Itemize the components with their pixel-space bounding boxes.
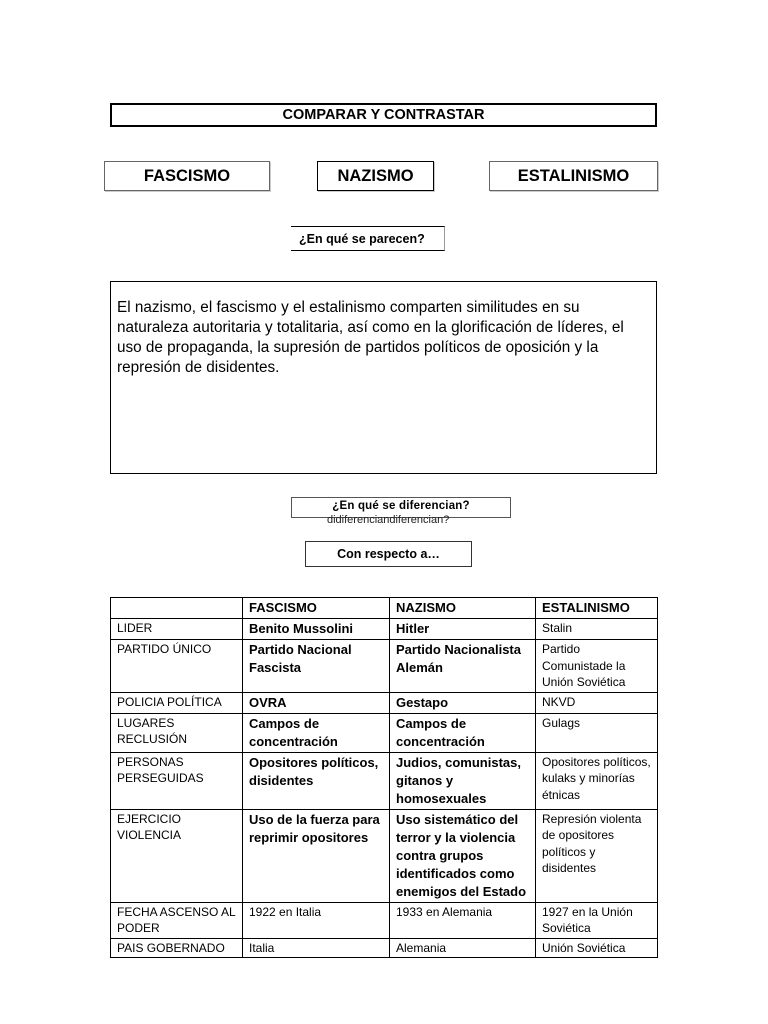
cell-estalinismo: Unión Soviética: [536, 938, 658, 958]
question-differences: ¿En qué se diferencian?: [291, 497, 511, 518]
cell-fascismo: Opositores políticos, disidentes: [243, 752, 390, 809]
table-header-cell: ESTALINISMO: [536, 598, 658, 619]
cell-estalinismo: NKVD: [536, 692, 658, 713]
cell-nazismo: Partido Nacionalista Alemán: [390, 640, 536, 693]
question-similarities: ¿En qué se parecen?: [291, 226, 445, 251]
cell-nazismo: Hitler: [390, 619, 536, 640]
header-nazismo: NAZISMO: [317, 161, 434, 191]
cell-nazismo: Gestapo: [390, 692, 536, 713]
comparison-table: [110, 597, 658, 958]
row-label: PARTIDO ÚNICO: [111, 640, 243, 693]
row-label: LUGARES RECLUSIÓN: [111, 713, 243, 752]
header-fascismo: FASCISMO: [104, 161, 270, 191]
cell-estalinismo: 1927 en la Unión Soviética: [536, 902, 658, 938]
cell-fascismo: OVRA: [243, 692, 390, 713]
cell-nazismo: Uso sistemático del terror y la violencia contra grupos identificados como enemigos del Estado: [390, 809, 536, 902]
table-row: [111, 713, 658, 752]
cell-estalinismo: Partido Comunistade la Unión Soviética: [536, 640, 658, 693]
table-row: [111, 640, 658, 693]
question-differences-subtext: didiferenciandiferencian?: [327, 514, 450, 526]
page-title: COMPARAR Y CONTRASTAR: [110, 103, 657, 127]
table-header-cell: FASCISMO: [243, 598, 390, 619]
table-header-cell: [111, 598, 243, 619]
cell-fascismo: Partido Nacional Fascista: [243, 640, 390, 693]
cell-estalinismo: Opositores políticos, kulaks y minorías étnicas: [536, 752, 658, 809]
row-label: FECHA ASCENSO AL PODER: [111, 902, 243, 938]
cell-fascismo: 1922 en Italia: [243, 902, 390, 938]
row-label: LIDER: [111, 619, 243, 640]
cell-fascismo: Benito Mussolini: [243, 619, 390, 640]
row-label: POLICIA POLÍTICA: [111, 692, 243, 713]
cell-estalinismo: Gulags: [536, 713, 658, 752]
cell-estalinismo: Stalin: [536, 619, 658, 640]
cell-nazismo: Judios, comunistas, gitanos y homosexuales: [390, 752, 536, 809]
header-estalinismo: ESTALINISMO: [489, 161, 658, 191]
row-label: PAIS GOBERNADO: [111, 938, 243, 958]
table-row: [111, 938, 658, 958]
table-row: [111, 902, 658, 938]
table-row: [111, 809, 658, 902]
cell-nazismo: Alemania: [390, 938, 536, 958]
similarities-text: El nazismo, el fascismo y el estalinismo comparten similitudes en su naturaleza autoritaria y totalitaria, así como en la glorificación de líderes, el uso de propaganda, la supresión de partidos políticos de oposición y la represión de disidentes.: [110, 281, 657, 474]
respect-label: Con respecto a…: [305, 541, 472, 567]
table-header-row: [111, 598, 658, 619]
cell-fascismo: Uso de la fuerza para reprimir opositores: [243, 809, 390, 902]
table-header-cell: NAZISMO: [390, 598, 536, 619]
table-row: [111, 619, 658, 640]
row-label: PERSONAS PERSEGUIDAS: [111, 752, 243, 809]
cell-nazismo: 1933 en Alemania: [390, 902, 536, 938]
cell-nazismo: Campos de concentración: [390, 713, 536, 752]
table-row: [111, 752, 658, 809]
row-label: EJERCICIO VIOLENCIA: [111, 809, 243, 902]
cell-fascismo: Italia: [243, 938, 390, 958]
table-row: [111, 692, 658, 713]
cell-fascismo: Campos de concentración: [243, 713, 390, 752]
cell-estalinismo: Represión violenta de opositores políticos y disidentes: [536, 809, 658, 902]
